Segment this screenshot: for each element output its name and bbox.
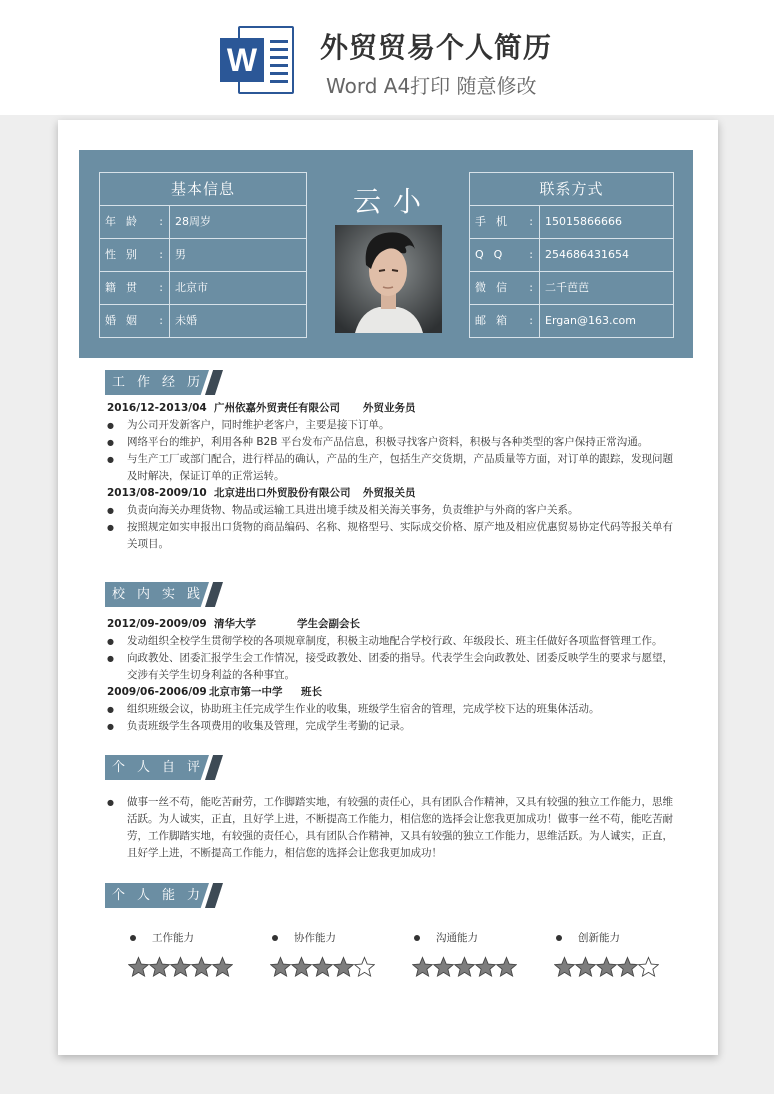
self-evaluation-block <box>107 794 677 862</box>
campus-entry-header: 2012/09-2009/09 清华大学 学生会副会长 <box>107 618 360 630</box>
skill-rating-stars <box>554 956 694 982</box>
star-filled-icon <box>212 956 233 978</box>
skill-name: 创新能力 <box>578 932 620 944</box>
star-filled-icon <box>475 956 496 978</box>
section-title-work: 工作经历 <box>112 375 213 390</box>
info-label: 籍贯 <box>105 281 147 294</box>
profile-photo <box>335 225 442 333</box>
work-bullet: ● 与生产工厂或部门配合，进行样品的确认，产品的生产，包括生产交货期，产品质量等方面，对订单的跟踪，发现问题及时解决，保证订单的正常运转。 <box>107 451 677 485</box>
word-letter-badge: W <box>220 38 264 82</box>
contact-label: QQ <box>475 248 513 261</box>
word-document-icon <box>220 24 294 96</box>
skill-rating-stars <box>412 956 552 982</box>
contact-value-email: Ergan@163.com <box>545 314 636 327</box>
contact-label: 微信 <box>475 281 517 294</box>
star-filled-icon <box>433 956 454 978</box>
contact-row-phone: 手机 : 15015866666 <box>470 206 673 239</box>
section-title-self: 个人自评 <box>112 760 213 775</box>
campus-bullet: ● 向政教处、团委汇报学生会工作情况，接受政教处、团委的指导。代表学生会向政教处、团委反映学生的要求与愿望，交涉有关学生切身利益的各种事宜。 <box>107 650 677 684</box>
star-filled-icon <box>270 956 291 978</box>
section-header-campus <box>105 582 223 607</box>
banner-title: 外贸贸易个人简历 <box>320 31 553 64</box>
skill-name: 协作能力 <box>294 932 336 944</box>
skill-item <box>270 928 410 982</box>
contact-label: 手机 <box>475 215 517 228</box>
star-filled-icon <box>454 956 475 978</box>
work-experience-block <box>107 400 677 553</box>
info-value-hometown: 北京市 <box>175 281 208 294</box>
bullet-dot-icon <box>556 935 562 941</box>
info-value-age: 28周岁 <box>175 215 211 228</box>
star-filled-icon <box>291 956 312 978</box>
section-header-self <box>105 755 223 780</box>
info-value-gender: 男 <box>175 248 186 261</box>
info-row-age: 年龄 : 28周岁 <box>100 206 306 239</box>
star-filled-icon <box>191 956 212 978</box>
work-bullet: ● 网络平台的维护，利用各种 B2B 平台发布产品信息，积极寻找客户资料，积极与各种类型的客户保持正常沟通。 <box>107 434 677 451</box>
banner-subtitle: Word A4打印 随意修改 <box>326 74 537 98</box>
section-header-skills <box>105 883 223 908</box>
star-empty-icon <box>354 956 375 978</box>
skill-rating-stars <box>270 956 410 982</box>
skill-rating-stars <box>128 956 268 982</box>
resume-page <box>58 120 718 1055</box>
section-header-work <box>105 370 223 395</box>
bullet-dot-icon <box>272 935 278 941</box>
self-evaluation-text: ● 做事一丝不苟，能吃苦耐劳，工作脚踏实地，有较强的责任心，具有团队合作精神，又具有较强的独立工作能力，思维活跃。为人诚实，正直，且好学上进，不断提高工作能力，相信您的选择会让您我更加成功！做事一丝不苟，能吃苦耐劳，工作脚踏实地，有较强的责任心，具有团队合作精神，又具有较强的独立工作能力，思维活跃。为人诚实，正直，且好学上进，不断提高工作能力，相信您的选择会让您我更加成功！ <box>107 794 677 862</box>
star-filled-icon <box>170 956 191 978</box>
campus-bullet: ● 负责班级学生各项费用的收集及管理，完成学生考勤的记录。 <box>107 718 677 735</box>
info-row-marital: 婚姻 : 未婚 <box>100 305 306 338</box>
resume-name: 云小 <box>352 185 433 218</box>
star-filled-icon <box>496 956 517 978</box>
campus-practice-block <box>107 616 677 735</box>
contact-title: 联系方式 <box>470 173 673 206</box>
contact-value-wechat: 二千芭芭 <box>545 281 589 294</box>
skill-item <box>412 928 552 982</box>
contact-row-wechat: 微信 : 二千芭芭 <box>470 272 673 305</box>
campus-bullet: ● 组织班级会议，协助班主任完成学生作业的收集，班级学生宿舍的管理，完成学校下达的班集体活动。 <box>107 701 677 718</box>
work-bullet: ● 负责向海关办理货物、物品或运输工具进出境手续及相关海关事务，负责维护与外商的客户关系。 <box>107 502 677 519</box>
star-filled-icon <box>149 956 170 978</box>
contact-value-phone: 15015866666 <box>545 215 622 228</box>
work-bullet: ● 为公司开发新客户，同时维护老客户，主要是接下订单。 <box>107 417 677 434</box>
skill-item <box>128 928 268 982</box>
star-empty-icon <box>638 956 659 978</box>
work-entry-header: 2016/12-2013/04 广州依嘉外贸责任有限公司 外贸业务员 <box>107 402 416 414</box>
contact-info-box <box>469 172 674 338</box>
skill-name: 沟通能力 <box>436 932 478 944</box>
campus-entry-header: 2009/06-2006/09 北京市第一中学 班长 <box>107 686 322 698</box>
star-filled-icon <box>617 956 638 978</box>
basic-info-box <box>99 172 307 338</box>
star-filled-icon <box>128 956 149 978</box>
bullet-dot-icon <box>414 935 420 941</box>
skill-item <box>554 928 694 982</box>
info-value-marital: 未婚 <box>175 314 197 327</box>
basic-info-title: 基本信息 <box>100 173 306 206</box>
bullet-dot-icon <box>130 935 136 941</box>
info-row-gender: 性别 : 男 <box>100 239 306 272</box>
work-bullet: ● 按照规定如实申报出口货物的商品编码、名称、规格型号、实际成交价格、原产地及相应优惠贸易协定代码等报关单有关项目。 <box>107 519 677 553</box>
skills-list <box>128 928 688 988</box>
skill-name: 工作能力 <box>152 932 194 944</box>
contact-row-qq: QQ : 254686431654 <box>470 239 673 272</box>
star-filled-icon <box>554 956 575 978</box>
info-row-hometown: 籍贯 : 北京市 <box>100 272 306 305</box>
section-title-campus: 校内实践 <box>112 587 213 602</box>
star-filled-icon <box>412 956 433 978</box>
star-filled-icon <box>312 956 333 978</box>
campus-bullet: ● 发动组织全校学生贯彻学校的各项规章制度，积极主动地配合学校行政、年级段长、班主任做好各项监督管理工作。 <box>107 633 677 650</box>
info-label: 年龄 <box>105 215 147 228</box>
contact-row-email: 邮箱 : Ergan@163.com <box>470 305 673 338</box>
section-title-skills: 个人能力 <box>112 888 213 903</box>
info-label: 性别 <box>105 248 147 261</box>
contact-label: 邮箱 <box>475 314 517 327</box>
promo-banner <box>0 0 774 115</box>
work-entry-header: 2013/08-2009/10 北京进出口外贸股份有限公司 外贸报关员 <box>107 487 416 499</box>
star-filled-icon <box>575 956 596 978</box>
star-filled-icon <box>333 956 354 978</box>
resume-header <box>79 150 693 358</box>
star-filled-icon <box>596 956 617 978</box>
info-label: 婚姻 <box>105 314 147 327</box>
contact-value-qq: 254686431654 <box>545 248 629 261</box>
